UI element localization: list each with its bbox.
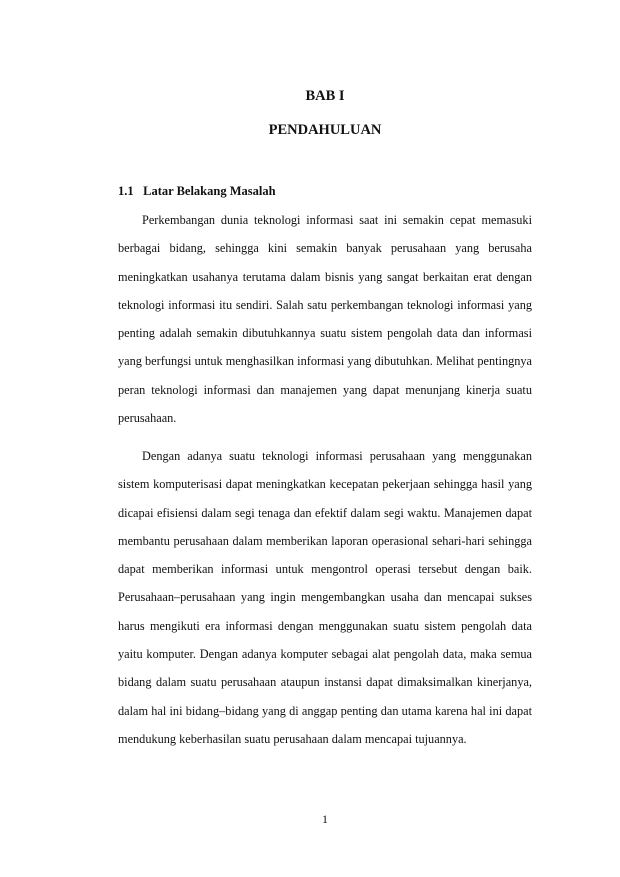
section-title: Latar Belakang Masalah	[143, 184, 276, 198]
body-paragraph: Dengan adanya suatu teknologi informasi perusahaan yang menggunakan sistem komputerisasi dapat meningkatkan kecepatan pekerjaan sehingga hasil yang dicapai efisiensi dalam segi tenaga dan efektif dalam segi waktu. Manajemen dapat membantu perusahaan dalam memberikan laporan operasional sehari-hari sehingga dapat memberikan informasi untuk mengontrol operasi tersebut dengan baik. Perusahaan–perusahaan yang ingin mengembangkan usaha dan mencapai sukses harus mengikuti era informasi dengan menggunakan suatu sistem pengolah data yaitu komputer. Dengan adanya komputer sebagai alat pengolah data, maka semua bidang dalam suatu perusahaan ataupun instansi dapat dimaksimalkan kinerjanya, dalam hal ini bidang–bidang yang di anggap penting dan utama karena hal ini dapat mendukung keberhasilan suatu perusahaan dalam mencapai tujuannya.	[118, 449, 532, 746]
section-heading	[118, 184, 276, 199]
chapter-number: BAB I	[305, 88, 345, 104]
section-number: 1.1	[118, 184, 134, 198]
page-number: 1	[322, 812, 328, 826]
body-paragraph: Perkembangan dunia teknologi informasi saat ini semakin cepat memasuki berbagai bidang, sehingga kini semakin banyak perusahaan yang berusaha meningkatkan usahanya terutama dalam bisnis yang sangat berkaitan erat dengan teknologi informasi itu sendiri. Salah satu perkembangan teknologi informasi yang penting adalah semakin dibutuhkannya suatu sistem pengolah data dan informasi yang berfungsi untuk menghasilkan informasi yang dibutuhkan. Melihat pentingnya peran teknologi informasi dan manajemen yang dapat menunjang kinerja suatu perusahaan.	[118, 213, 532, 426]
chapter-title: PENDAHULUAN	[268, 122, 382, 138]
